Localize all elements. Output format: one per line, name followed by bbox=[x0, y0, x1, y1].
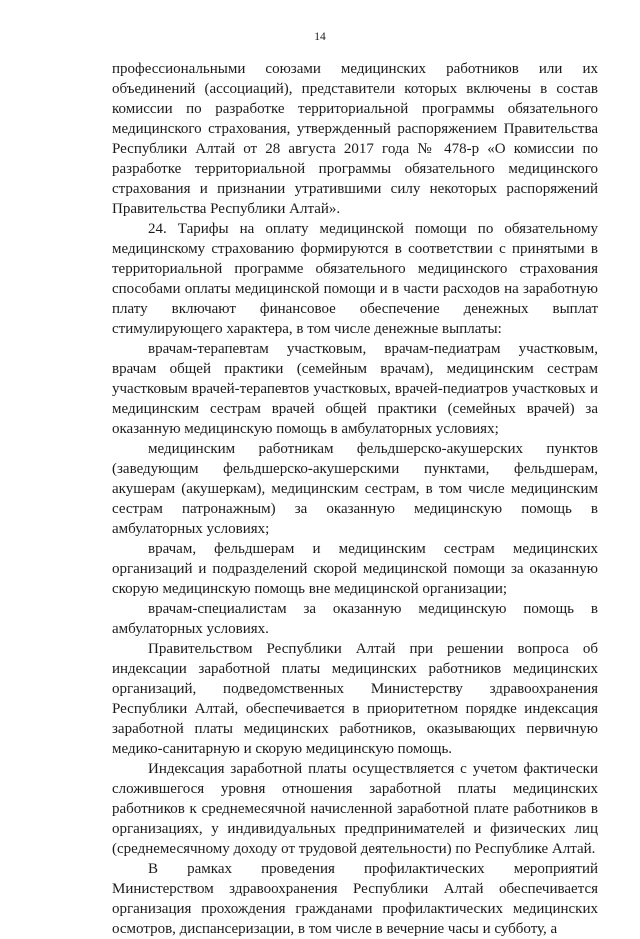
paragraph-tariffs-24: 24. Тарифы на оплату медицинской помощи по обязательному медицинскому страхованию формируются в соответствии с принятыми в территориальной программе обязательного медицинского страхования способами оплаты медицинской помощи и в части расходов на заработную плату включают финансовое обеспечение денежных выплат стимулирующего характера, в том числе денежные выплаты: bbox=[112, 221, 598, 337]
paragraph-salary-indexation-basis: Индексация заработной платы осуществляется с учетом фактически сложившегося уровня отношения заработной платы медицинских работников к среднемесячной начисленной заработной плате работников в организациях, у индивидуальных предпринимателей и физических лиц (среднемесячному доходу от трудовой деятельности) по Республике Алтай. bbox=[112, 761, 598, 857]
paragraph-emergency-care: врачам, фельдшерам и медицинским сестрам медицинских организаций и подразделений скорой медицинской помощи за оказанную скорую медицинскую помощь вне медицинской организации; bbox=[112, 541, 598, 597]
paragraph-district-therapists: врачам-терапевтам участковым, врачам-педиатрам участковым, врачам общей практики (семейным врачам), медицинским сестрам участковым врачей-терапевтов участковых, врачей-педиатров участковых и медицинским сестрам врачей общей практики (семейных врачей) за оказанную медицинскую помощь в амбулаторных условиях; bbox=[112, 341, 598, 437]
document-body bbox=[112, 59, 598, 939]
paragraph-feldsher-stations: медицинским работникам фельдшерско-акушерских пунктов (заведующим фельдшерско-акушерскими пунктами, фельдшерам, акушерам (акушеркам), медицинским сестрам, в том числе медицинским сестрам патронажным) за оказанную медицинскую помощь в амбулаторных условиях; bbox=[112, 441, 598, 537]
paragraph-commission-continuation: профессиональными союзами медицинских работников или их объединений (ассоциаций), представители которых включены в состав комиссии по разработке территориальной программы обязательного медицинского страхования, утвержденный распоряжением Правительства Республики Алтай от 28 августа 2017 года № 478-р «О комиссии по разработке территориальной программы обязательного медицинского страхования и признании утратившими силу некоторых распоряжений Правительства Республики Алтай». bbox=[112, 61, 598, 217]
paragraph-specialists: врачам-специалистам за оказанную медицинскую помощь в амбулаторных условиях. bbox=[112, 601, 598, 637]
paragraph-salary-indexation-priority: Правительством Республики Алтай при решении вопроса об индексации заработной платы медицинских работников медицинских организаций, подведомственных Министерству здравоохранения Республики Алтай, обеспечивается в приоритетном порядке индексация заработной платы медицинских работников, оказывающих первичную медико-санитарную и скорую медицинскую помощь. bbox=[112, 641, 598, 757]
page-number: 14 bbox=[314, 31, 326, 43]
paragraph-preventive-measures: В рамках проведения профилактических мероприятий Министерством здравоохранения Республики Алтай обеспечивается организация прохождения гражданами профилактических медицинских осмотров, диспансеризации, в том числе в вечерние часы и субботу, а bbox=[112, 861, 598, 937]
